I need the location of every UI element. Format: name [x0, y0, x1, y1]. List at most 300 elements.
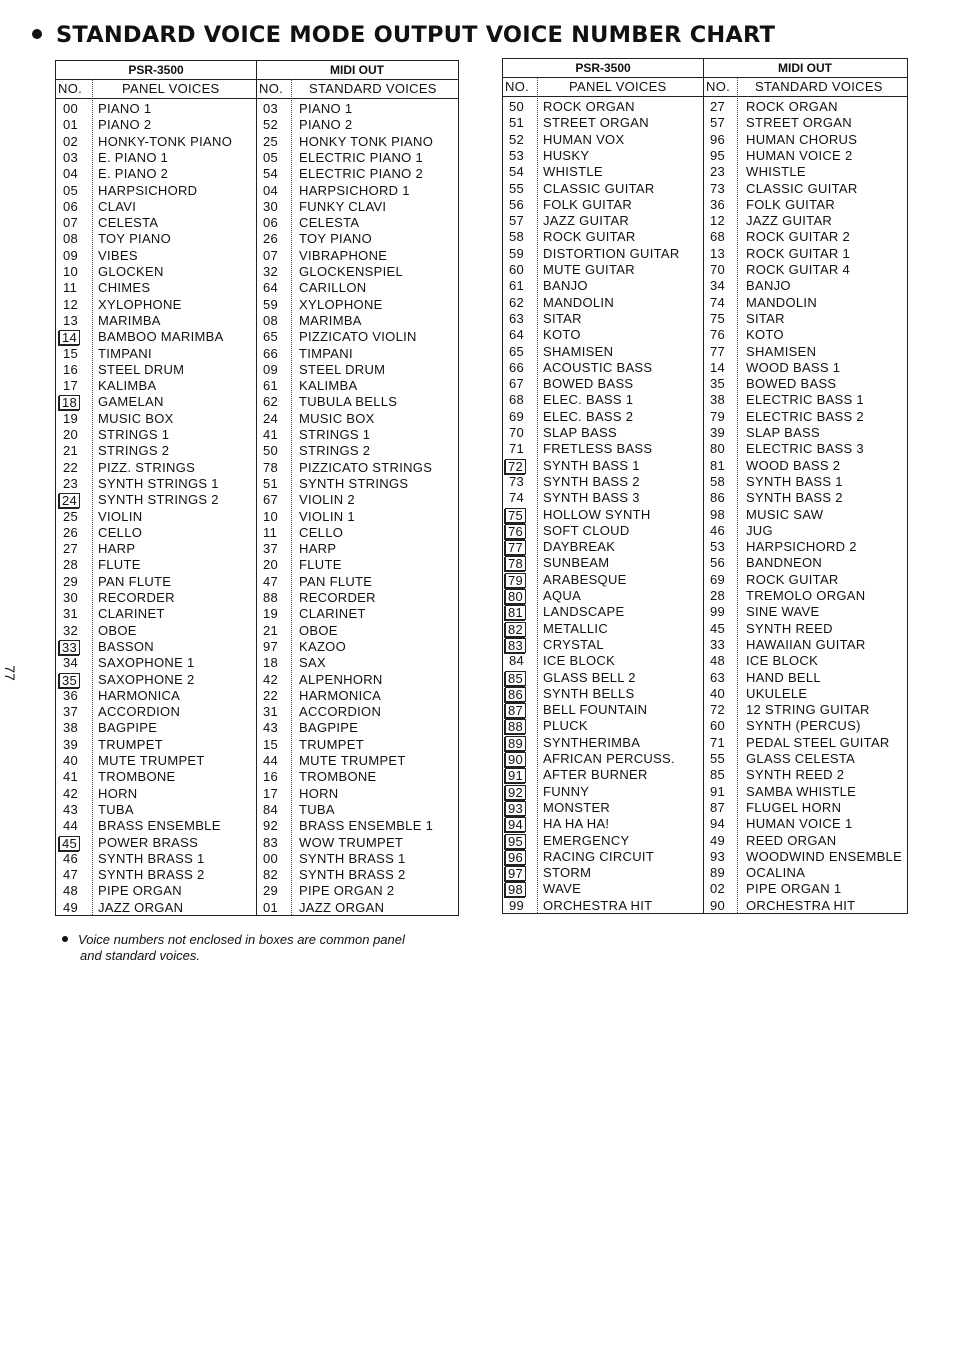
panel-voice-name: SYNTH STRINGS 2: [98, 492, 219, 508]
panel-voice-name: HOLLOW SYNTH: [543, 506, 651, 522]
panel-voice-name: SHAMISEN: [543, 343, 614, 359]
panel-voice-name: SYNTH BELLS: [543, 685, 635, 701]
panel-voice-name: KOTO: [543, 327, 581, 343]
panel-voice-name: HONKY-TONK PIANO: [98, 133, 233, 149]
standard-voice-name: ELECTRIC BASS 3: [746, 441, 864, 457]
standard-voice-name: OBOE: [299, 622, 338, 638]
standard-voice-name: SYNTH REED 2: [746, 767, 845, 783]
panel-voice-name: MUTE TRUMPET: [98, 753, 205, 768]
voice-number: 09: [63, 247, 79, 263]
table-row: [56, 688, 458, 704]
table-row: [56, 117, 458, 133]
table-row: [503, 523, 907, 539]
standard-voices-header: STANDARD VOICES: [309, 81, 437, 96]
voice-number: 99: [509, 897, 525, 913]
voice-number: 30: [63, 590, 79, 605]
midi-voice-number: 74: [710, 294, 726, 310]
table-row: [503, 653, 907, 669]
midi-voice-number: 56: [710, 555, 726, 571]
panel-voice-name: SITAR: [543, 310, 582, 326]
midi-voice-number: 87: [710, 799, 726, 815]
table-row: [56, 378, 458, 394]
table-row: [503, 229, 907, 245]
panel-voice-name: ELEC. BASS 2: [543, 408, 634, 424]
voice-number: 60: [509, 262, 525, 277]
voice-number: 47: [63, 867, 79, 883]
midi-voice-number: 37: [263, 541, 279, 557]
boxed-voice-number: 83: [505, 638, 526, 653]
standard-voice-name: CARILLON: [299, 280, 367, 296]
table-row: [56, 394, 458, 410]
panel-voice-name: GAMELAN: [98, 394, 164, 410]
panel-voice-name: SYNTH BRASS 2: [98, 867, 205, 883]
standard-voice-name: VIBRAPHONE: [299, 247, 388, 263]
voice-number: 31: [63, 606, 79, 622]
voice-number: 44: [63, 818, 79, 834]
standard-voice-name: HONKY TONK PIANO: [299, 133, 434, 149]
table-row: [56, 623, 458, 639]
voice-number: 36: [63, 687, 79, 703]
standard-voice-name: ROCK GUITAR 4: [746, 262, 851, 277]
voice-number: 08: [63, 231, 79, 247]
boxed-voice-number: 90: [505, 752, 526, 767]
table-row: [56, 166, 458, 182]
boxed-voice-number: 35: [59, 673, 80, 688]
table-row: [56, 851, 458, 867]
midi-voice-number: 72: [710, 702, 726, 718]
standard-voice-name: VIOLIN 2: [299, 492, 355, 508]
midi-voice-number: 38: [710, 392, 726, 408]
panel-voice-name: ACOUSTIC BASS: [543, 359, 653, 375]
panel-voice-name: ROCK GUITAR: [543, 229, 636, 245]
midi-voice-number: 17: [263, 785, 279, 801]
no-header: NO.: [505, 79, 530, 94]
standard-voice-name: SYNTH REED: [746, 620, 833, 636]
voice-number: 28: [63, 557, 79, 573]
table-row: [503, 670, 907, 686]
standard-voice-name: ROCK GUITAR 2: [746, 229, 851, 245]
midi-no-header: NO.: [259, 81, 284, 96]
page-number: 77: [1, 665, 18, 681]
panel-voice-name: HUSKY: [543, 147, 590, 163]
standard-voice-name: OCALINA: [746, 865, 806, 881]
midi-voice-number: 97: [263, 638, 279, 654]
standard-voice-name: ELECTRIC BASS 1: [746, 392, 864, 408]
panel-voice-name: SYNTH BRASS 1: [98, 850, 205, 866]
voice-number: 49: [63, 899, 79, 915]
table-row: [503, 865, 907, 881]
midi-voice-number: 35: [710, 376, 726, 392]
voice-chart-left: [55, 60, 459, 916]
table-row: [56, 199, 458, 215]
footnote-line-2: and standard voices.: [80, 948, 200, 963]
table-row: [56, 313, 458, 329]
standard-voice-name: BANJO: [746, 278, 791, 294]
boxed-voice-number: 81: [505, 605, 526, 620]
standard-voice-name: WHISTLE: [746, 164, 806, 180]
table-row: [56, 183, 458, 199]
standard-voice-name: SINE WAVE: [746, 604, 820, 620]
midi-voice-number: 02: [710, 881, 726, 897]
midi-voice-number: 63: [710, 669, 726, 685]
panel-voice-name: MUSIC BOX: [98, 410, 174, 426]
standard-voice-name: FLUGEL HORN: [746, 799, 842, 815]
table-row: [503, 164, 907, 180]
midi-voice-number: 46: [710, 522, 726, 538]
midi-voice-number: 85: [710, 767, 726, 783]
voice-number: 20: [63, 427, 79, 442]
panel-voice-name: BOWED BASS: [543, 376, 634, 392]
midi-no-header: NO.: [706, 79, 731, 94]
standard-voice-name: SYNTH BRASS 2: [299, 867, 406, 883]
panel-voice-name: SYNTH BASS 3: [543, 490, 640, 506]
standard-voice-name: SHAMISEN: [746, 343, 817, 359]
midi-voice-number: 66: [263, 345, 279, 361]
panel-voice-name: MARIMBA: [98, 312, 161, 328]
psr-header: PSR-3500: [128, 63, 184, 77]
table-row: [56, 150, 458, 166]
midi-voice-number: 10: [263, 508, 279, 524]
midi-voice-number: 30: [263, 198, 279, 214]
midi-voice-number: 76: [710, 327, 726, 343]
panel-voice-name: TRUMPET: [98, 736, 163, 752]
midi-voice-number: 94: [710, 816, 726, 832]
table-row: [56, 835, 458, 851]
standard-voice-name: PIANO 2: [299, 117, 353, 133]
table-row: [503, 458, 907, 474]
standard-voice-name: BAGPIPE: [299, 720, 359, 736]
standard-voice-name: HARP: [299, 541, 337, 557]
table-row: [503, 881, 907, 897]
panel-voice-name: FRETLESS BASS: [543, 441, 653, 457]
midi-voice-number: 95: [710, 147, 726, 163]
boxed-voice-number: 78: [505, 556, 526, 571]
table-row: [56, 786, 458, 802]
voice-number: 38: [63, 720, 79, 736]
standard-voice-name: BRASS ENSEMBLE 1: [299, 818, 434, 834]
voice-number: 43: [63, 801, 79, 817]
voice-number: 67: [509, 376, 525, 392]
voice-number: 04: [63, 166, 79, 182]
voice-number: 63: [509, 310, 525, 326]
midi-voice-number: 19: [263, 606, 279, 622]
table-row: [56, 606, 458, 622]
panel-voice-name: SAXOPHONE 2: [98, 671, 195, 687]
voice-number: 71: [509, 441, 525, 457]
panel-voice-name: SYNTHERIMBA: [543, 734, 641, 750]
table-row: [503, 262, 907, 278]
table-row: [503, 148, 907, 164]
voice-number: 03: [63, 149, 79, 165]
panel-voice-name: CLARINET: [98, 606, 165, 622]
page-title: [32, 22, 775, 48]
panel-voice-name: SAXOPHONE 1: [98, 655, 195, 671]
standard-voice-name: HARPSICHORD 1: [299, 182, 410, 198]
standard-voice-name: MUTE TRUMPET: [299, 753, 406, 768]
panel-voice-name: HARPSICHORD: [98, 182, 198, 198]
voice-number: 46: [63, 850, 79, 866]
panel-voice-name: MUTE GUITAR: [543, 262, 635, 277]
chart-header-row: [503, 59, 907, 78]
panel-voice-name: TROMBONE: [98, 769, 176, 785]
chart-subheader-row: [503, 77, 907, 97]
panel-voice-name: TIMPANI: [98, 345, 152, 361]
panel-voice-name: BAMBOO MARIMBA: [98, 329, 224, 345]
midi-voice-number: 15: [263, 736, 279, 752]
midi-voice-number: 53: [710, 539, 726, 555]
voice-number: 10: [63, 264, 79, 279]
standard-voice-name: ROCK ORGAN: [746, 99, 838, 114]
midi-voice-number: 48: [710, 653, 726, 669]
voice-number: 59: [509, 245, 525, 261]
panel-voice-name: ARABESQUE: [543, 571, 627, 587]
midi-voice-number: 54: [263, 166, 279, 182]
voice-number: 50: [509, 99, 525, 114]
boxed-voice-number: 82: [505, 622, 526, 637]
midi-voice-number: 21: [263, 622, 279, 638]
table-row: [56, 655, 458, 671]
voice-number: 02: [63, 133, 79, 149]
table-row: [56, 753, 458, 769]
voice-chart-right: [502, 58, 908, 914]
midi-voice-number: 39: [710, 425, 726, 440]
boxed-voice-number: 33: [59, 640, 80, 655]
standard-voice-name: 12 STRING GUITAR: [746, 702, 870, 718]
midi-voice-number: 47: [263, 573, 279, 589]
midi-voice-number: 79: [710, 408, 726, 424]
panel-voice-name: PLUCK: [543, 718, 588, 734]
voice-number: 48: [63, 883, 79, 899]
voice-number: 73: [509, 473, 525, 489]
voice-number: 41: [63, 769, 79, 785]
voice-number: 26: [63, 524, 79, 540]
midi-voice-number: 31: [263, 704, 279, 720]
table-row: [503, 816, 907, 832]
midi-voice-number: 59: [263, 296, 279, 312]
table-row: [56, 264, 458, 280]
midi-voice-number: 20: [263, 557, 279, 573]
table-row: [56, 134, 458, 150]
panel-voice-name: GLASS BELL 2: [543, 669, 636, 685]
standard-voice-name: KAZOO: [299, 638, 347, 654]
midi-voice-number: 62: [263, 394, 279, 410]
table-row: [56, 769, 458, 785]
midi-voice-number: 51: [263, 475, 279, 491]
voice-number: 16: [63, 361, 79, 377]
title-text: STANDARD VOICE MODE OUTPUT VOICE NUMBER CHART: [56, 22, 776, 48]
midi-voice-number: 67: [263, 492, 279, 508]
boxed-voice-number: 95: [505, 834, 526, 849]
standard-voice-name: PIANO 1: [299, 101, 353, 116]
voice-number: 56: [509, 196, 525, 212]
panel-voices-header: PANEL VOICES: [569, 79, 667, 94]
standard-voice-name: SAX: [299, 655, 326, 671]
midi-voice-number: 05: [263, 149, 279, 165]
table-row: [503, 327, 907, 343]
table-row: [56, 215, 458, 231]
panel-voice-name: CHIMES: [98, 280, 151, 296]
midi-voice-number: 68: [710, 229, 726, 245]
standard-voice-name: TRUMPET: [299, 736, 364, 752]
panel-voice-name: RECORDER: [98, 590, 175, 605]
table-row: [56, 476, 458, 492]
midi-voice-number: 52: [263, 117, 279, 133]
midi-voice-number: 40: [710, 685, 726, 701]
boxed-voice-number: 97: [505, 866, 526, 881]
panel-voice-name: JAZZ ORGAN: [98, 899, 184, 915]
panel-voice-name: BRASS ENSEMBLE: [98, 818, 221, 834]
boxed-voice-number: 87: [505, 703, 526, 718]
voice-number: 19: [63, 410, 79, 426]
voice-number: 55: [509, 180, 525, 196]
panel-voice-name: MANDOLIN: [543, 294, 615, 310]
table-row: [503, 490, 907, 506]
panel-voice-name: WHISTLE: [543, 164, 603, 180]
panel-voice-name: CELLO: [98, 524, 143, 540]
panel-voice-name: CRYSTAL: [543, 636, 604, 652]
standard-voice-name: BOWED BASS: [746, 376, 837, 392]
table-row: [56, 720, 458, 736]
standard-voice-name: WOOD BASS 1: [746, 359, 841, 375]
standard-voice-name: UKULELE: [746, 685, 808, 701]
table-row: [503, 637, 907, 653]
panel-voice-name: ELEC. BASS 1: [543, 392, 634, 408]
boxed-voice-number: 88: [505, 719, 526, 734]
panel-voice-name: SYNTH BASS 1: [543, 457, 640, 473]
midi-voice-number: 92: [263, 818, 279, 834]
standard-voice-name: STEEL DRUM: [299, 361, 386, 377]
voice-number: 58: [509, 229, 525, 245]
table-row: [503, 409, 907, 425]
panel-voice-name: METALLIC: [543, 620, 609, 636]
panel-voice-name: KALIMBA: [98, 378, 157, 394]
voice-number: 54: [509, 164, 525, 180]
panel-voice-name: RACING CIRCUIT: [543, 848, 655, 864]
standard-voice-name: VIOLIN 1: [299, 508, 355, 524]
midi-out-header: MIDI OUT: [778, 61, 832, 75]
standard-voice-name: TREMOLO ORGAN: [746, 588, 866, 603]
table-row: [56, 231, 458, 247]
table-row: [56, 883, 458, 899]
panel-voice-name: ORCHESTRA HIT: [543, 897, 653, 913]
voice-number: 70: [509, 425, 525, 440]
midi-voice-number: 60: [710, 718, 726, 734]
voice-number: 42: [63, 785, 79, 801]
panel-voice-name: DAYBREAK: [543, 539, 616, 555]
boxed-voice-number: 80: [505, 589, 526, 604]
panel-voice-name: AQUA: [543, 588, 582, 603]
standard-voice-name: HORN: [299, 785, 339, 801]
panel-voice-name: PIZZ. STRINGS: [98, 459, 196, 475]
midi-voice-number: 57: [710, 115, 726, 131]
panel-voice-name: BELL FOUNTAIN: [543, 702, 648, 718]
standard-voice-name: PIZZICATO VIOLIN: [299, 329, 417, 345]
midi-voice-number: 98: [710, 506, 726, 522]
table-row: [56, 427, 458, 443]
table-row: [503, 588, 907, 604]
voice-number: 05: [63, 182, 79, 198]
table-row: [503, 539, 907, 555]
table-row: [56, 818, 458, 834]
voice-number: 84: [509, 653, 525, 669]
table-row: [503, 360, 907, 376]
table-row: [503, 213, 907, 229]
standard-voice-name: PIZZICATO STRINGS: [299, 459, 433, 475]
table-row: [503, 181, 907, 197]
table-row: [56, 280, 458, 296]
boxed-voice-number: 14: [59, 330, 80, 345]
panel-voice-name: FOLK GUITAR: [543, 196, 633, 212]
standard-voice-name: CLARINET: [299, 606, 366, 622]
title-bullet-icon: [32, 29, 42, 39]
standard-voice-name: BANDNEON: [746, 555, 823, 571]
panel-voice-name: SOFT CLOUD: [543, 522, 630, 538]
midi-voice-number: 44: [263, 753, 279, 768]
standard-voice-name: ORCHESTRA HIT: [746, 897, 856, 913]
panel-voice-name: WAVE: [543, 881, 582, 897]
boxed-voice-number: 94: [505, 817, 526, 832]
table-row: [56, 346, 458, 362]
table-row: [503, 311, 907, 327]
panel-voice-name: E. PIANO 1: [98, 149, 169, 165]
midi-voice-number: 06: [263, 215, 279, 231]
panel-voice-name: E. PIANO 2: [98, 166, 169, 182]
panel-voice-name: CLASSIC GUITAR: [543, 180, 655, 196]
voice-number: 52: [509, 131, 525, 147]
table-row: [503, 735, 907, 751]
panel-voice-name: BAGPIPE: [98, 720, 158, 736]
voice-number: 37: [63, 704, 79, 720]
boxed-voice-number: 75: [505, 508, 526, 523]
boxed-voice-number: 85: [505, 671, 526, 686]
table-row: [56, 329, 458, 345]
midi-voice-number: 04: [263, 182, 279, 198]
standard-voice-name: FUNKY CLAVI: [299, 198, 387, 214]
standard-voice-name: HAWAIIAN GUITAR: [746, 636, 866, 652]
table-row: [503, 604, 907, 620]
chart-subheader-row: [56, 79, 458, 99]
standard-voice-name: HUMAN VOICE 2: [746, 147, 853, 163]
standard-voice-name: SAMBA WHISTLE: [746, 783, 857, 799]
standard-voice-name: STRINGS 1: [299, 427, 371, 442]
boxed-voice-number: 24: [59, 493, 80, 508]
table-row: [56, 737, 458, 753]
standard-voice-name: HARPSICHORD 2: [746, 539, 857, 555]
table-row: [56, 590, 458, 606]
midi-voice-number: 91: [710, 783, 726, 799]
midi-voice-number: 78: [263, 459, 279, 475]
table-row: [503, 833, 907, 849]
table-row: [503, 425, 907, 441]
table-row: [503, 197, 907, 213]
midi-voice-number: 82: [263, 867, 279, 883]
midi-voice-number: 18: [263, 655, 279, 671]
boxed-voice-number: 92: [505, 785, 526, 800]
standard-voice-name: TOY PIANO: [299, 231, 373, 247]
standard-voice-name: JAZZ GUITAR: [746, 213, 833, 229]
midi-voice-number: 96: [710, 131, 726, 147]
panel-voice-name: SLAP BASS: [543, 425, 618, 440]
table-row: [503, 246, 907, 262]
midi-voice-number: 80: [710, 441, 726, 457]
voice-number: 39: [63, 736, 79, 752]
standard-voice-name: ELECTRIC BASS 2: [746, 408, 864, 424]
standard-voice-name: ACCORDION: [299, 704, 382, 720]
standard-voice-name: JAZZ ORGAN: [299, 899, 385, 915]
voice-number: 65: [509, 343, 525, 359]
standard-voice-name: TROMBONE: [299, 769, 377, 785]
standard-voice-name: PIPE ORGAN 2: [299, 883, 395, 899]
